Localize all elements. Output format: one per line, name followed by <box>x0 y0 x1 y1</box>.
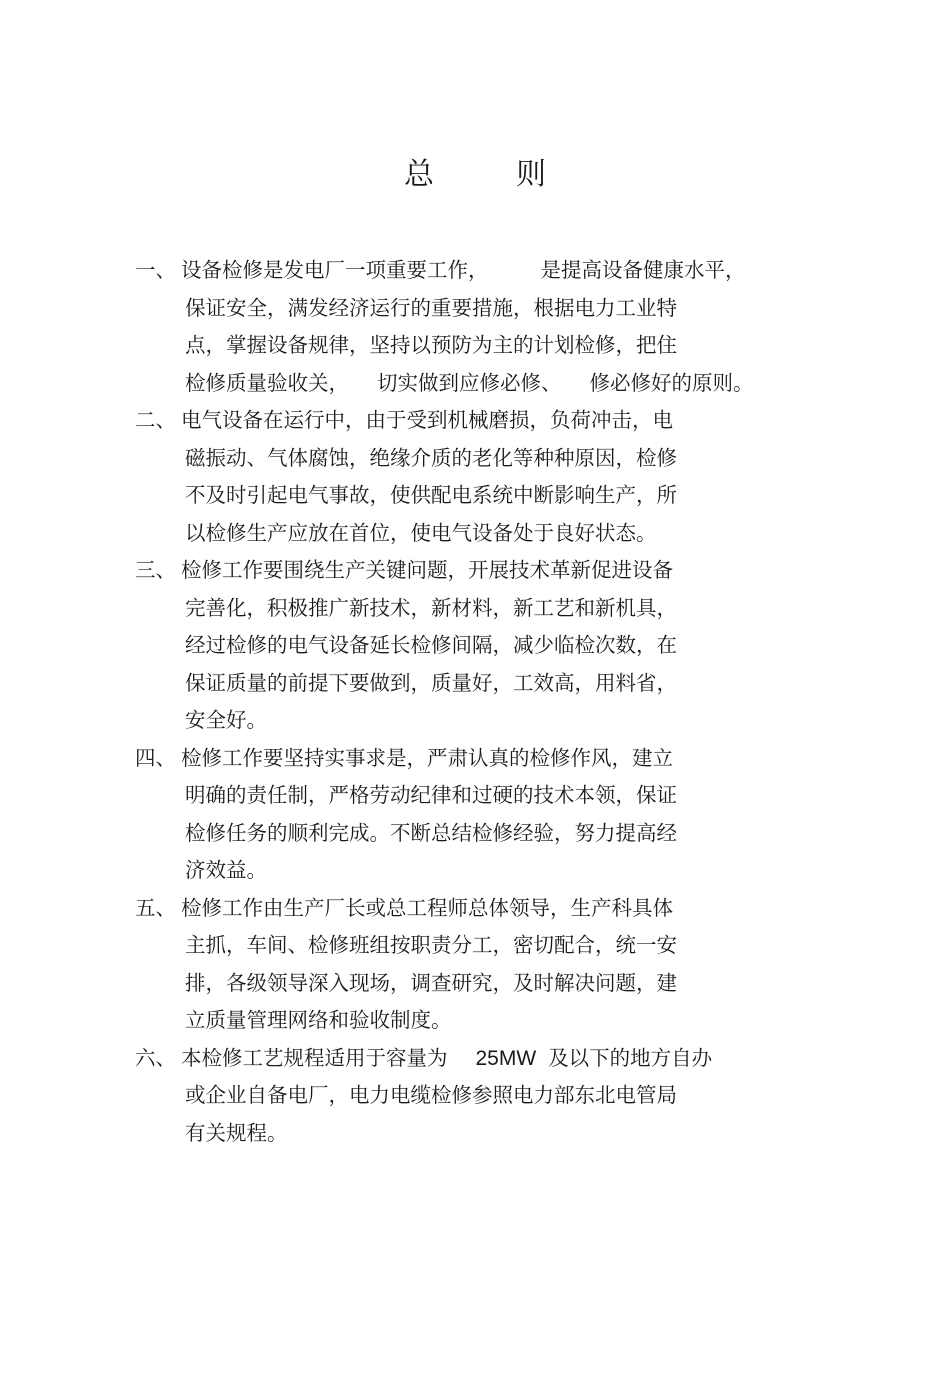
section-6 <box>135 1040 815 1153</box>
section-marker: 四、 <box>135 745 176 770</box>
section-line <box>135 740 815 778</box>
section-line: 完善化，积极推广新技术，新材料，新工艺和新机具， <box>185 595 677 620</box>
section-line: 检修任务的顺利完成。不断总结检修经验，努力提高经 <box>185 820 677 845</box>
capacity-value: 25MW <box>475 1046 537 1070</box>
section-line <box>135 365 815 403</box>
section-marker: 一、 <box>135 258 176 282</box>
page-title <box>0 155 950 195</box>
section-line: 经过检修的电气设备延长检修间隔，减少临检次数，在 <box>185 633 677 657</box>
section-text: 本检修工艺规程适用于容量为 <box>181 1045 448 1070</box>
section-line: 保证安全，满发经济运行的重要措施，根据电力工业特 <box>185 295 677 320</box>
title-char-1: 总 <box>404 157 434 192</box>
section-text: 检修工作要坚持实事求是，严肃认真的检修作风，建立 <box>181 745 673 770</box>
section-2 <box>135 402 815 552</box>
section-text: 切实做到应修必修、 <box>377 370 562 395</box>
section-text: 检修工作由生产厂长或总工程师总体领导，生产科具体 <box>181 895 673 920</box>
section-line: 排，各级领导深入现场，调查研究，及时解决问题，建 <box>185 970 677 995</box>
section-line: 磁振动、气体腐蚀，绝缘介质的老化等种种原因，检修 <box>185 445 677 470</box>
section-line <box>135 252 815 290</box>
section-line: 安全好。 <box>185 708 267 732</box>
section-text: 电气设备在运行中，由于受到机械磨损，负荷冲击，电 <box>181 408 673 432</box>
document-body <box>135 252 815 1152</box>
section-4 <box>135 740 815 890</box>
section-line: 保证质量的前提下要做到，质量好，工效高，用料省， <box>185 670 677 695</box>
section-marker: 六、 <box>135 1045 176 1070</box>
section-line <box>135 552 815 590</box>
section-5 <box>135 890 815 1040</box>
section-text: 修必修好的原则。 <box>589 370 754 395</box>
section-text: 及以下的地方自办 <box>548 1045 713 1070</box>
section-marker: 二、 <box>135 408 176 432</box>
section-line: 主抓，车间、检修班组按职责分工，密切配合，统一安 <box>185 933 677 957</box>
section-line: 点，掌握设备规律，坚持以预防为主的计划检修，把住 <box>185 333 677 357</box>
section-3 <box>135 552 815 740</box>
section-marker: 三、 <box>135 558 176 582</box>
section-line: 明确的责任制，严格劳动纪律和过硬的技术本领，保证 <box>185 783 677 807</box>
section-text: 是提高设备健康水平， <box>540 258 746 282</box>
section-line: 以检修生产应放在首位，使电气设备处于良好状态。 <box>185 520 657 545</box>
section-line: 济效益。 <box>185 858 267 882</box>
section-line <box>135 1040 815 1078</box>
section-text: 设备检修是发电厂一项重要工作， <box>181 258 489 282</box>
section-line: 不及时引起电气事故，使供配电系统中断影响生产，所 <box>185 483 677 507</box>
section-line: 或企业自备电厂，电力电缆检修参照电力部东北电管局 <box>185 1083 677 1107</box>
section-line <box>135 890 815 928</box>
section-text: 检修质量验收关， <box>185 370 349 395</box>
section-line: 立质量管理网络和验收制度。 <box>185 1008 452 1032</box>
section-text: 检修工作要围绕生产关键问题，开展技术革新促进设备 <box>181 558 673 582</box>
section-line <box>135 402 815 440</box>
section-marker: 五、 <box>135 895 176 920</box>
section-1 <box>135 252 815 402</box>
section-line: 有关规程。 <box>185 1120 288 1145</box>
title-char-2: 则 <box>516 157 546 192</box>
